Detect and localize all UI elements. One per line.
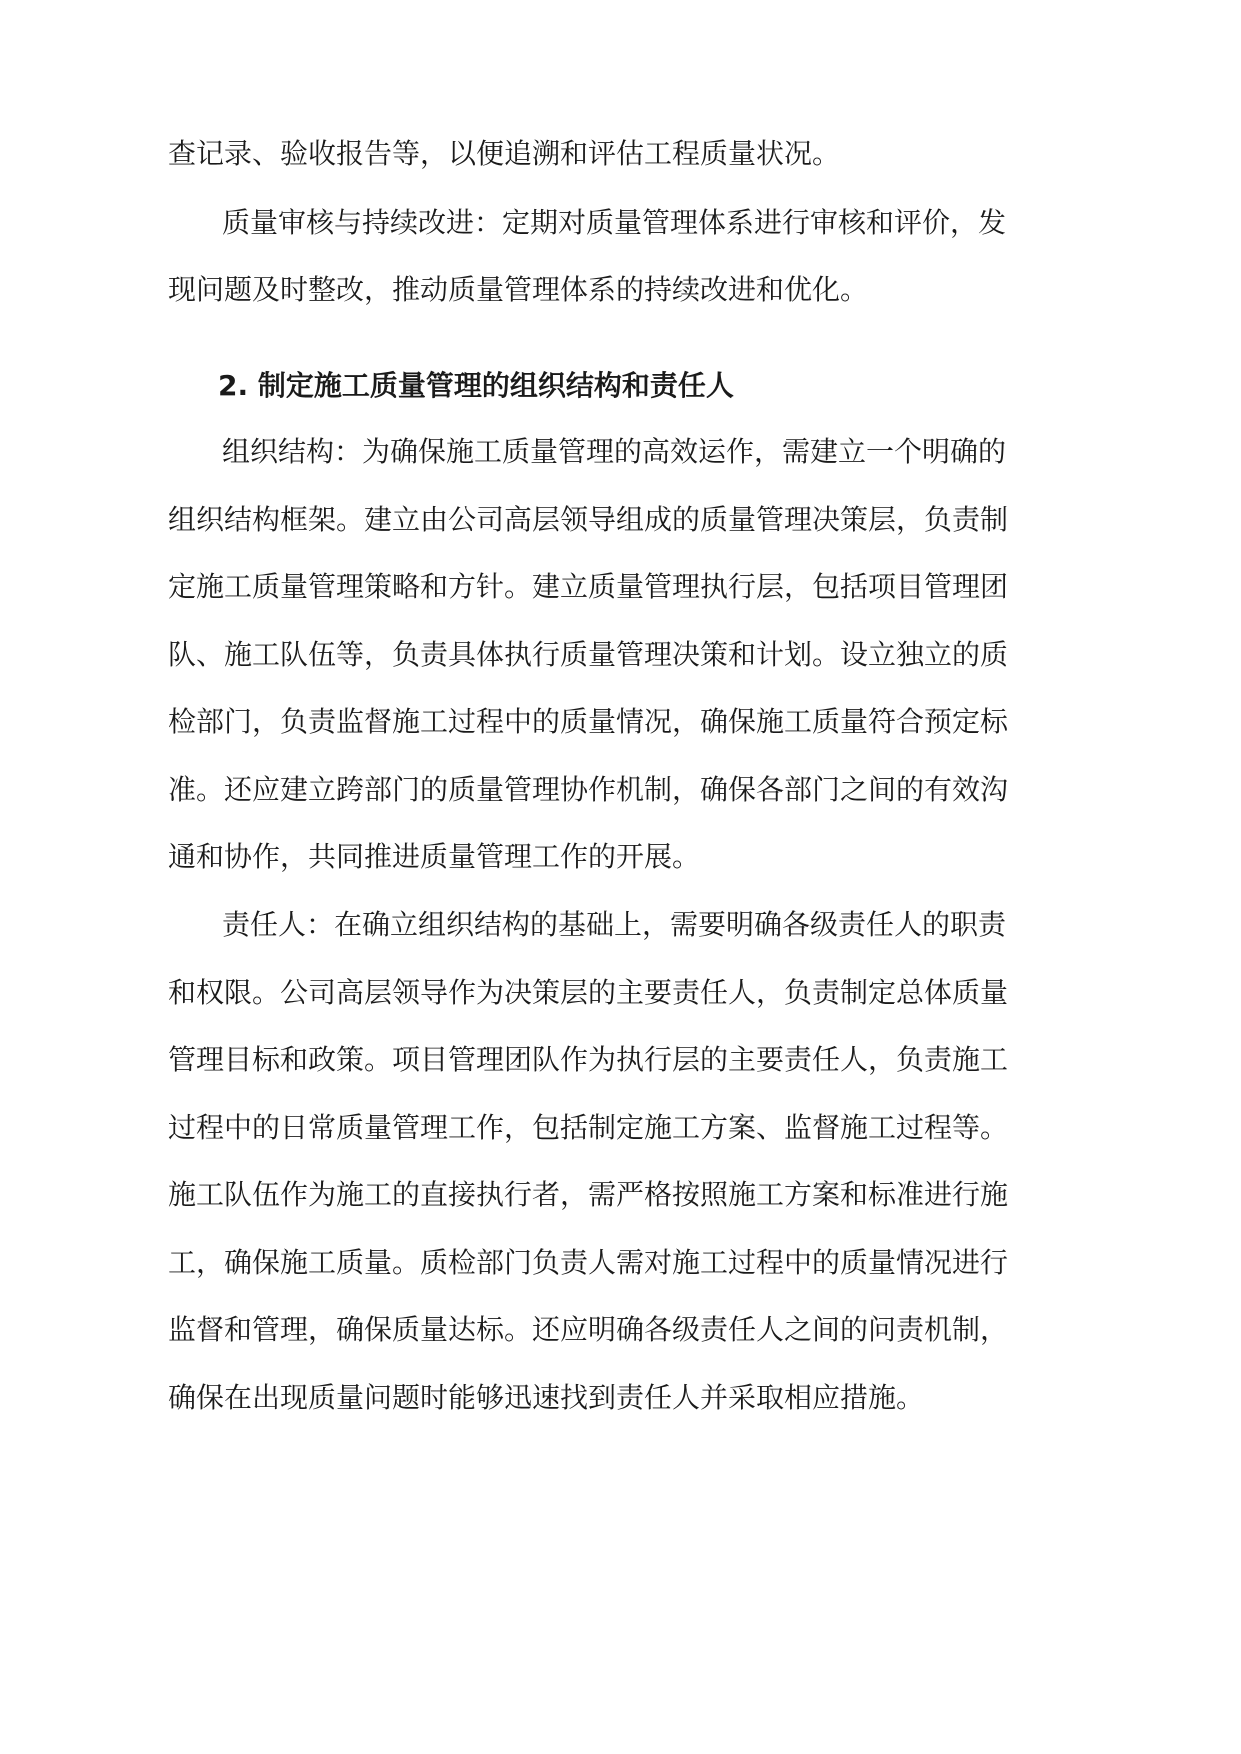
paragraph-line: 施工队伍作为施工的直接执行者，需严格按照施工方案和标准进行施 [168,1178,1009,1211]
paragraph-line: 定施工质量管理策略和方针。建立质量管理执行层，包括项目管理团 [168,570,1009,603]
paragraph-line: 过程中的日常质量管理工作，包括制定施工方案、监督施工过程等。 [168,1111,1009,1144]
paragraph-line: 组织结构：为确保施工质量管理的高效运作，需建立一个明确的 [222,435,1007,468]
paragraph-line: 队、施工队伍等，负责具体执行质量管理决策和计划。设立独立的质 [168,638,1009,671]
paragraph-line: 质量审核与持续改进：定期对质量管理体系进行审核和评价，发 [222,206,1007,239]
paragraph-line: 组织结构框架。建立由公司高层领导组成的质量管理决策层，负责制 [168,503,1009,536]
paragraph-line: 管理目标和政策。项目管理团队作为执行层的主要责任人，负责施工 [168,1043,1009,1076]
paragraph-line: 责任人：在确立组织结构的基础上，需要明确各级责任人的职责 [222,908,1007,941]
paragraph-line: 监督和管理，确保质量达标。还应明确各级责任人之间的问责机制， [168,1313,1009,1346]
section-heading: 2. 制定施工质量管理的组织结构和责任人 [218,369,734,402]
paragraph-line: 确保在出现质量问题时能够迅速找到责任人并采取相应措施。 [168,1381,925,1414]
paragraph-line: 和权限。公司高层领导作为决策层的主要责任人，负责制定总体质量 [168,976,1009,1009]
paragraph-line: 工，确保施工质量。质检部门负责人需对施工过程中的质量情况进行 [168,1246,1009,1279]
paragraph-line: 检部门，负责监督施工过程中的质量情况，确保施工质量符合预定标 [168,705,1009,738]
paragraph-line: 现问题及时整改，推动质量管理体系的持续改进和优化。 [168,273,869,306]
paragraph-line: 通和协作，共同推进质量管理工作的开展。 [168,840,701,873]
paragraph-line: 准。还应建立跨部门的质量管理协作机制，确保各部门之间的有效沟 [168,773,1009,806]
paragraph-line: 查记录、验收报告等，以便追溯和评估工程质量状况。 [168,137,841,170]
